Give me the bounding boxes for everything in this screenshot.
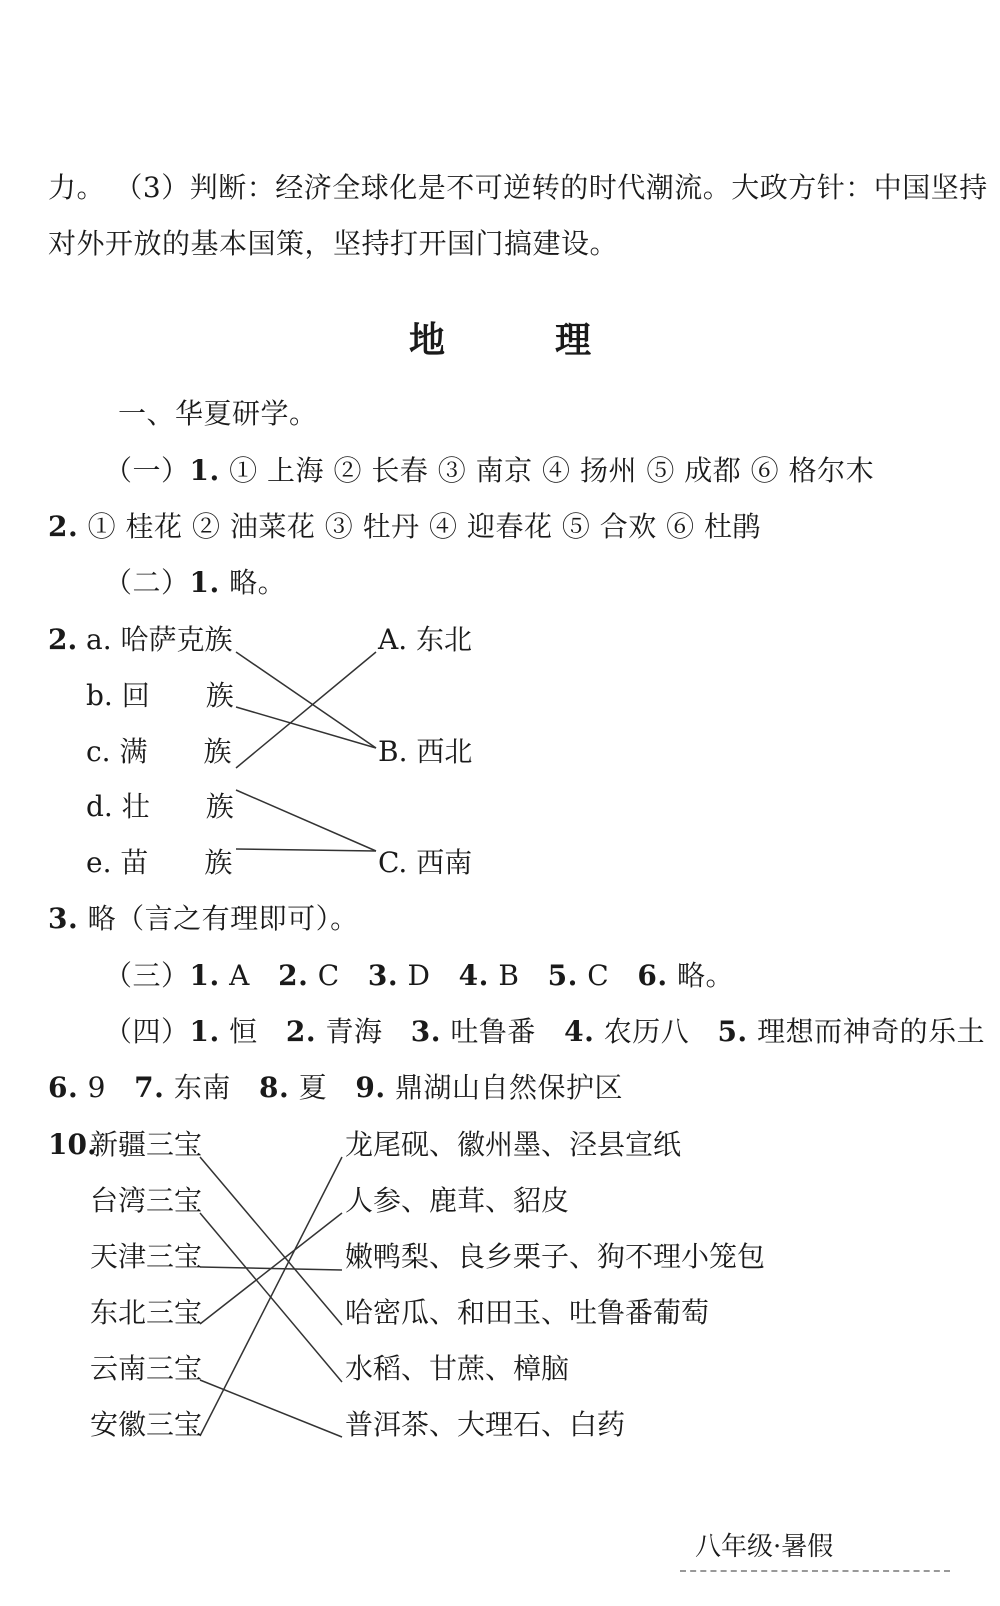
- ethnic-item-d: d. 壮 族: [86, 790, 234, 823]
- treasure-right-3: 哈密瓜、和田玉、吐鲁番葡萄: [345, 1296, 710, 1329]
- link-d-c: [236, 790, 376, 851]
- part2-q1-num: 1.: [189, 566, 220, 599]
- part2-q2-num: 2.: [48, 623, 78, 656]
- part2-q3-text: 略（言之有理即可）。: [87, 902, 359, 935]
- region-a: A. 东北: [378, 623, 473, 656]
- page-title: 地理: [408, 319, 701, 361]
- treasure-right-5: 普洱茶、大理石、白药: [345, 1408, 626, 1441]
- ethnic-item-a: a. 哈萨克族: [86, 623, 233, 656]
- treasure-left-5: 安徽三宝: [90, 1408, 203, 1441]
- part3-q1-num: 1.: [189, 959, 220, 992]
- link-a-b: [236, 652, 376, 748]
- treasure-right-1: 人参、鹿茸、貂皮: [345, 1184, 570, 1217]
- part4-q7-num: 7.: [134, 1071, 165, 1104]
- region-c: C. 西南: [378, 846, 473, 879]
- part3-q2-num: 2.: [278, 959, 309, 992]
- part2-line3: [48, 899, 359, 939]
- part4-q1-ans: 恒: [229, 1015, 258, 1048]
- part3-line: [104, 956, 734, 996]
- part2-label: （二）: [104, 566, 190, 599]
- part4-label: （四）: [104, 1015, 190, 1048]
- part4-q2-num: 2.: [285, 1015, 317, 1048]
- part4-line2: [48, 1068, 623, 1108]
- part4-q2-ans: 青海: [325, 1015, 383, 1048]
- part1-q1-num: 1.: [189, 454, 220, 487]
- paragraph-line-1: 力。 （3）判断：经济全球化是不可逆转的时代潮流。大政方针：中国坚持: [48, 171, 988, 204]
- part3-q1-ans: A: [229, 959, 250, 992]
- part4-q5-num: 5.: [717, 1015, 748, 1048]
- link-b-b: [236, 707, 376, 748]
- part4-q6-num: 6.: [48, 1071, 79, 1104]
- part3-q5-num: 5.: [547, 959, 578, 992]
- part4-q9-ans: 鼎湖山自然保护区: [395, 1071, 624, 1104]
- part2-q1-text: 略。: [229, 566, 287, 599]
- part1-q1-text: ① 上海 ② 长春 ③ 南京 ④ 扬州 ⑤ 成都 ⑥ 格尔木: [229, 454, 875, 487]
- part1-q2-num: 2.: [48, 510, 79, 543]
- part3-q3-num: 3.: [367, 959, 399, 992]
- link-dongbei: [200, 1213, 342, 1324]
- part4-q3-num: 3.: [410, 1015, 441, 1048]
- part4-q1-num: 1.: [189, 1015, 220, 1048]
- part4-line1: [104, 1012, 985, 1052]
- part3-q4-ans: B: [498, 959, 520, 992]
- part3-q5-ans: C: [587, 959, 610, 992]
- part3-label: （三）: [104, 959, 190, 992]
- ethnic-item-c: c. 满 族: [86, 735, 232, 768]
- part4-q4-num: 4.: [564, 1015, 595, 1048]
- part4-q8-num: 8.: [259, 1071, 290, 1104]
- part4-q9-num: 9.: [355, 1071, 386, 1104]
- region-b: B. 西北: [378, 735, 473, 768]
- treasure-left-0: 新疆三宝: [90, 1128, 203, 1161]
- treasure-left-3: 东北三宝: [90, 1296, 203, 1329]
- part3-q4-num: 4.: [458, 959, 489, 992]
- treasure-left-4: 云南三宝: [90, 1352, 203, 1385]
- section-heading: 一、华夏研学。: [118, 397, 318, 430]
- link-c-a: [236, 652, 376, 768]
- part4-q3-ans: 吐鲁番: [450, 1015, 536, 1048]
- link-e-c: [236, 849, 376, 851]
- part4-q6-ans: 9: [87, 1071, 106, 1104]
- part3-q3-ans: D: [407, 959, 431, 992]
- part4-q4-ans: 农历八: [603, 1015, 690, 1048]
- treasure-right-4: 水稻、甘蔗、樟脑: [345, 1352, 570, 1385]
- link-yunnan: [200, 1380, 342, 1437]
- part4-q8-ans: 夏: [298, 1071, 328, 1104]
- part2-q3-num: 3.: [48, 902, 79, 935]
- footer-rule: [680, 1570, 950, 1572]
- part3-q6-num: 6.: [637, 959, 668, 992]
- treasure-right-0: 龙尾砚、徽州墨、泾县宣纸: [345, 1128, 682, 1161]
- ethnic-item-b: b. 回 族: [86, 679, 234, 712]
- ethnic-item-e: e. 苗 族: [86, 846, 233, 879]
- part4-q5-ans: 理想而神奇的乐土: [757, 1015, 986, 1048]
- part4-q10-num: 10.: [48, 1128, 97, 1161]
- link-anhui: [200, 1157, 342, 1436]
- treasure-left-1: 台湾三宝: [90, 1184, 203, 1217]
- part1-q2-text: ① 桂花 ② 油菜花 ③ 牡丹 ④ 迎春花 ⑤ 合欢 ⑥ 杜鹃: [87, 510, 762, 543]
- part4-q7-ans: 东南: [173, 1071, 231, 1104]
- link-xinjiang: [200, 1157, 342, 1325]
- treasure-left-2: 天津三宝: [90, 1240, 203, 1273]
- part3-q6-ans: 略。: [677, 959, 735, 992]
- treasure-right-2: 嫩鸭梨、良乡栗子、狗不理小笼包: [345, 1240, 766, 1273]
- part3-q2-ans: C: [317, 959, 340, 992]
- part1-label: （一）: [104, 454, 190, 487]
- page-footer: 八年级·暑假: [695, 1532, 834, 1562]
- paragraph-line-2: 对外开放的基本国策，坚持打开国门搞建设。: [48, 227, 619, 260]
